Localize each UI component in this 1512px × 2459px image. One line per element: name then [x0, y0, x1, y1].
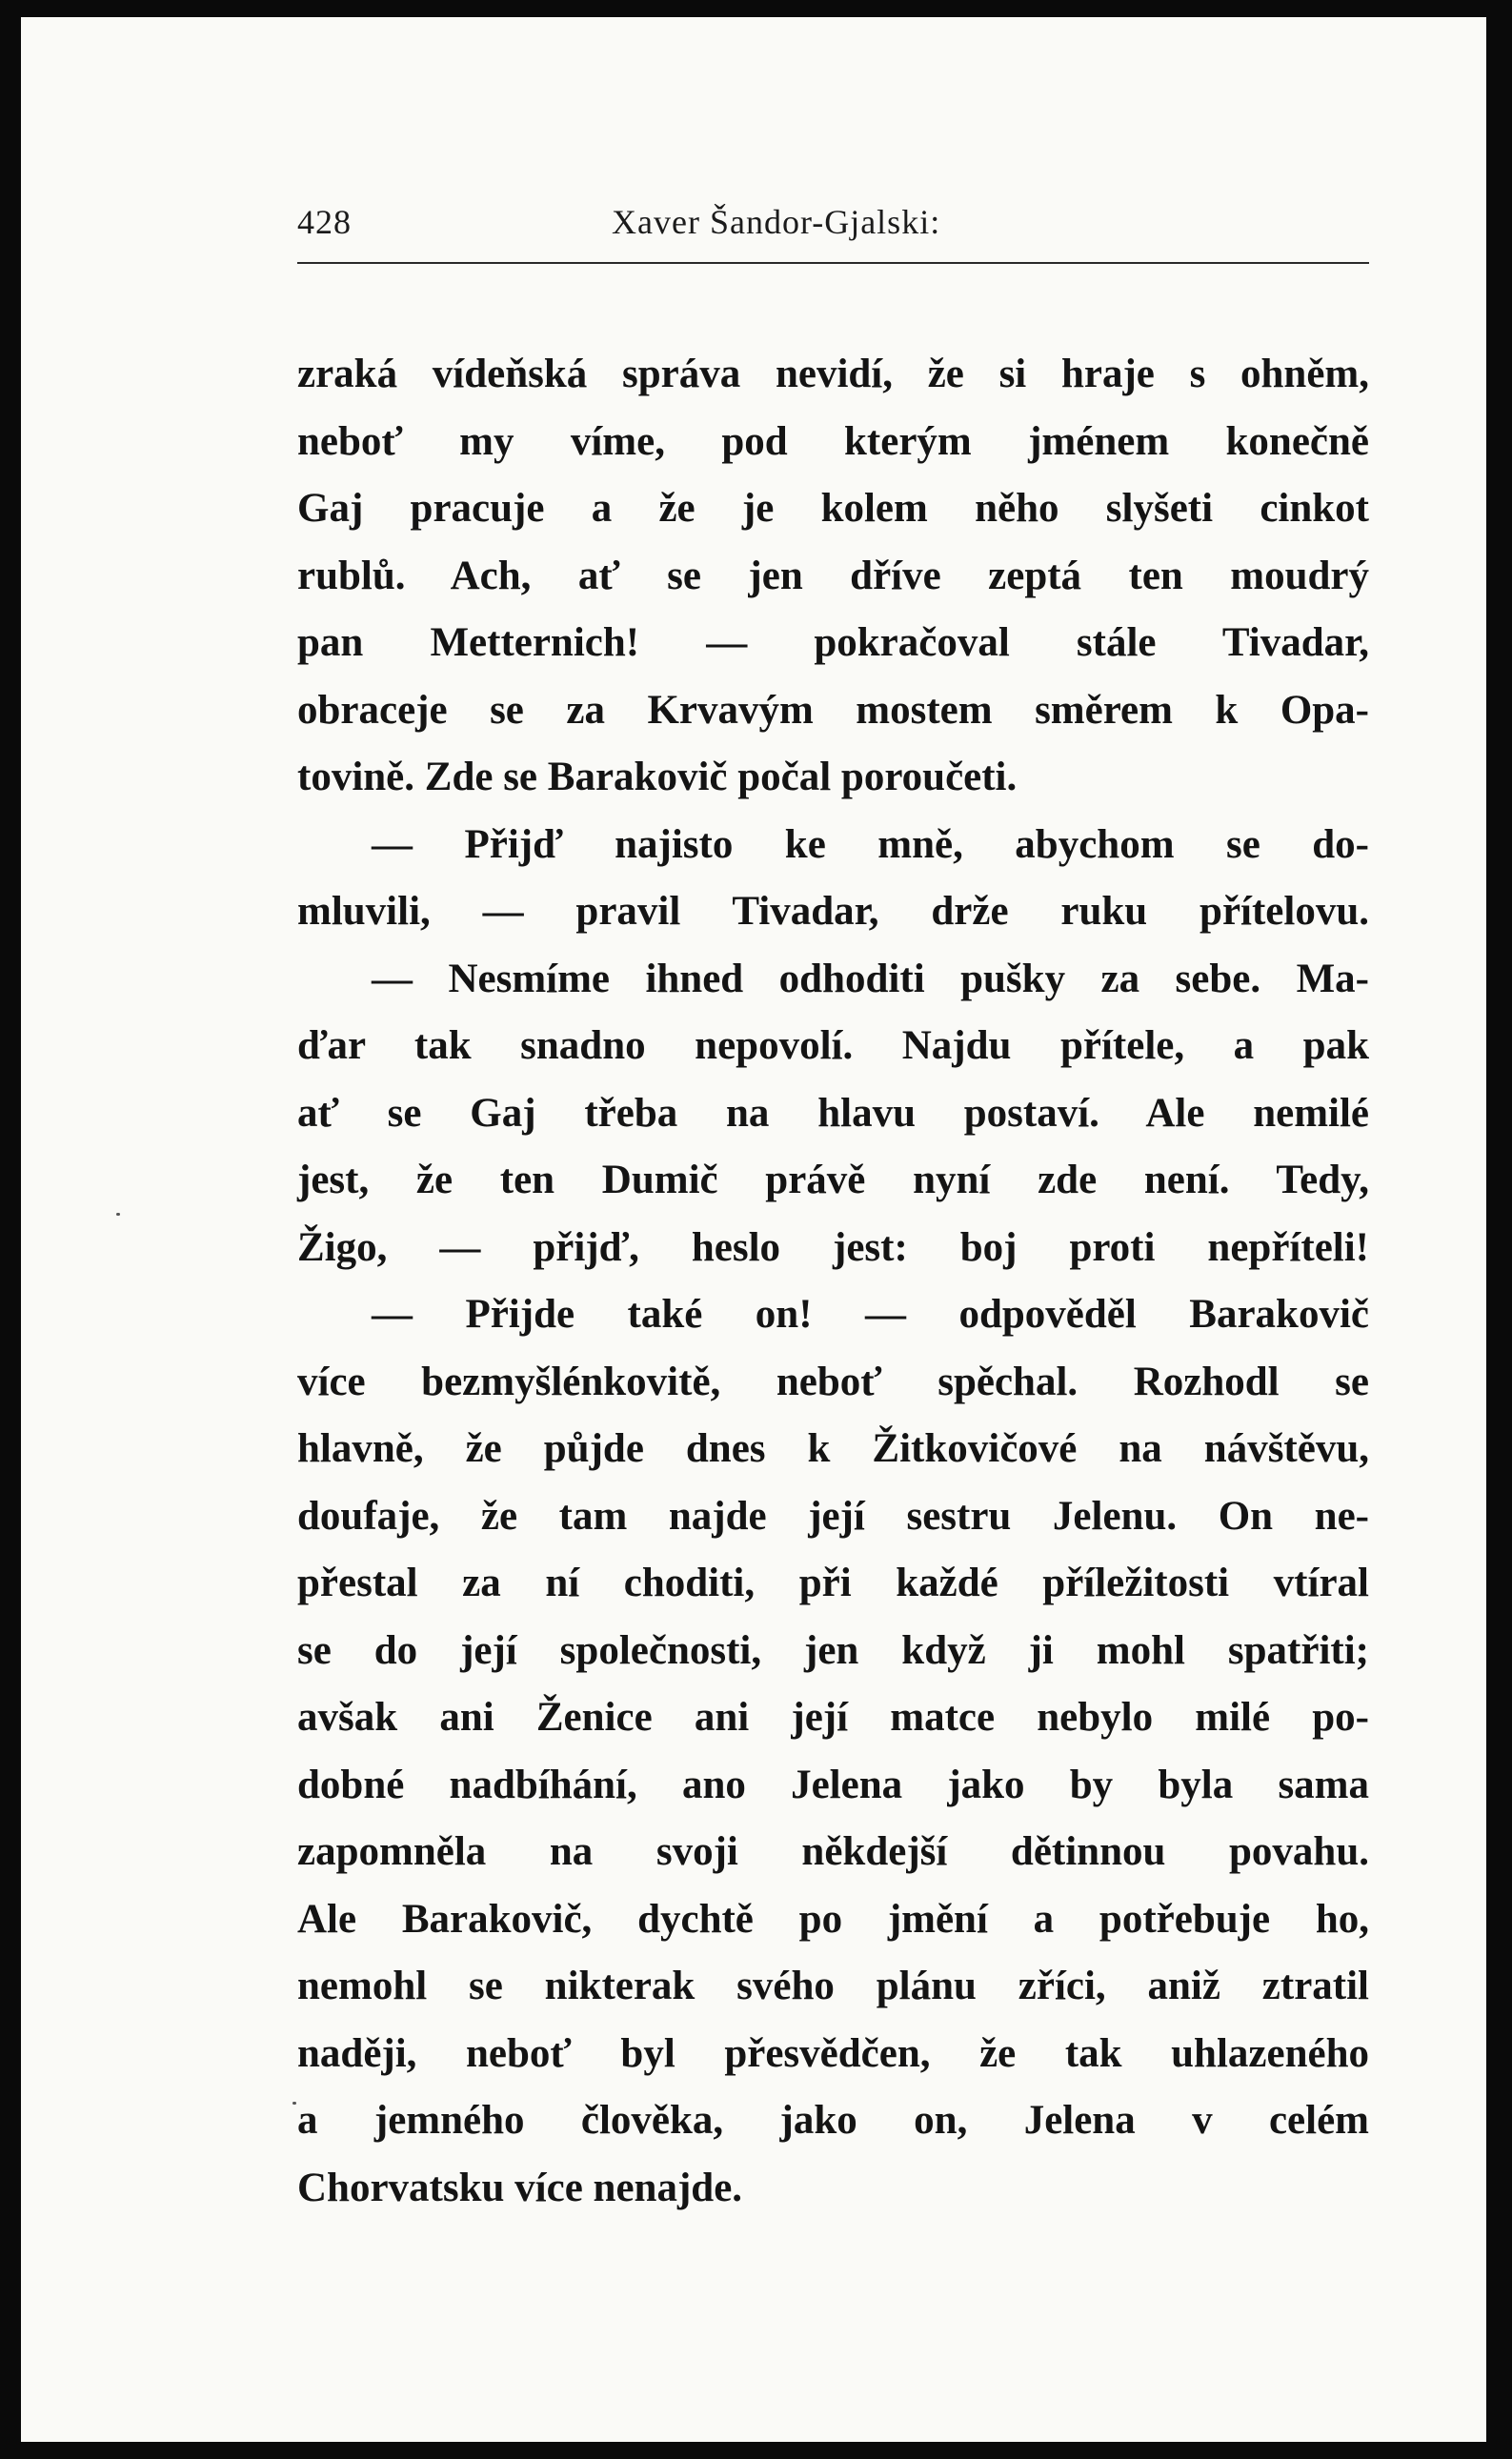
text-line: naději, neboť byl přesvědčen, že tak uhlazeného	[297, 2030, 1369, 2076]
text-line: — Přijď najisto ke mně, abychom se do-	[372, 821, 1369, 867]
text-line: hlavně, že půjde dnes k Žitkovičové na návštěvu,	[297, 1426, 1369, 1471]
page-number: 428	[297, 203, 352, 241]
text-line: Ale Barakovič, dychtě po jmění a potřebuje ho,	[297, 1896, 1369, 1942]
text-line: Chorvatsku více nenajde.	[297, 2165, 743, 2210]
text-line: obraceje se za Krvavým mostem směrem k Opa-	[297, 687, 1369, 733]
book-page	[21, 17, 1486, 2442]
text-line: více bezmyšlénkovitě, neboť spěchal. Rozhodl se	[297, 1359, 1369, 1404]
text-line: — Nesmíme ihned odhoditi pušky za sebe. Ma-	[372, 956, 1369, 1001]
body-text	[297, 341, 1369, 2222]
running-head: Xaver Šandor-Gjalski:	[612, 203, 941, 241]
text-line: pan Metternich! — pokračoval stále Tivadar,	[297, 620, 1369, 665]
text-line: a jemného člověka, jako on, Jelena v celém	[297, 2098, 1369, 2143]
text-line: přestal za ní choditi, při každé příležitosti vtíral	[297, 1561, 1369, 1605]
text-line: mluvili, — pravil Tivadar, drže ruku přítelovu.	[297, 889, 1369, 934]
page-header	[297, 200, 1369, 253]
text-line: zapomněla na svoji někdejší dětinnou povahu.	[297, 1829, 1369, 1874]
paper-speck	[116, 1213, 120, 1216]
text-line: doufaje, že tam najde její sestru Jelenu. On ne-	[297, 1493, 1369, 1539]
text-line: dobné nadbíhání, ano Jelena jako by byla sama	[297, 1762, 1369, 1807]
text-line: Žigo, — přijď, heslo jest: boj proti nepříteli!	[297, 1224, 1369, 1270]
text-line: avšak ani Ženice ani její matce nebylo milé po-	[297, 1695, 1369, 1740]
text-line: se do její společnosti, jen když ji mohl spatřiti;	[297, 1627, 1369, 1673]
text-line: zraká vídeňská správa nevidí, že si hraje s ohněm,	[297, 352, 1369, 396]
text-line: Gaj pracuje a že je kolem něho slyšeti cinkot	[297, 486, 1369, 531]
paper-speck	[292, 2102, 296, 2105]
text-line: rublů. Ach, ať se jen dříve zeptá ten moudrý	[297, 553, 1369, 598]
text-line: ať se Gaj třeba na hlavu postaví. Ale nemilé	[297, 1090, 1369, 1136]
text-line: jest, že ten Dumič právě nyní zde není. Tedy,	[297, 1158, 1369, 1202]
header-rule	[297, 262, 1369, 264]
text-line: nemohl se nikterak svého plánu zříci, aniž ztratil	[297, 1964, 1369, 2008]
text-line: neboť my víme, pod kterým jménem konečně	[297, 418, 1369, 464]
text-line: ďar tak snadno nepovolí. Najdu přítele, a pak	[297, 1023, 1369, 1068]
text-line: — Přijde také on! — odpověděl Barakovič	[372, 1292, 1369, 1337]
text-line: tovině. Zde se Barakovič počal poroučeti.	[297, 755, 1018, 799]
